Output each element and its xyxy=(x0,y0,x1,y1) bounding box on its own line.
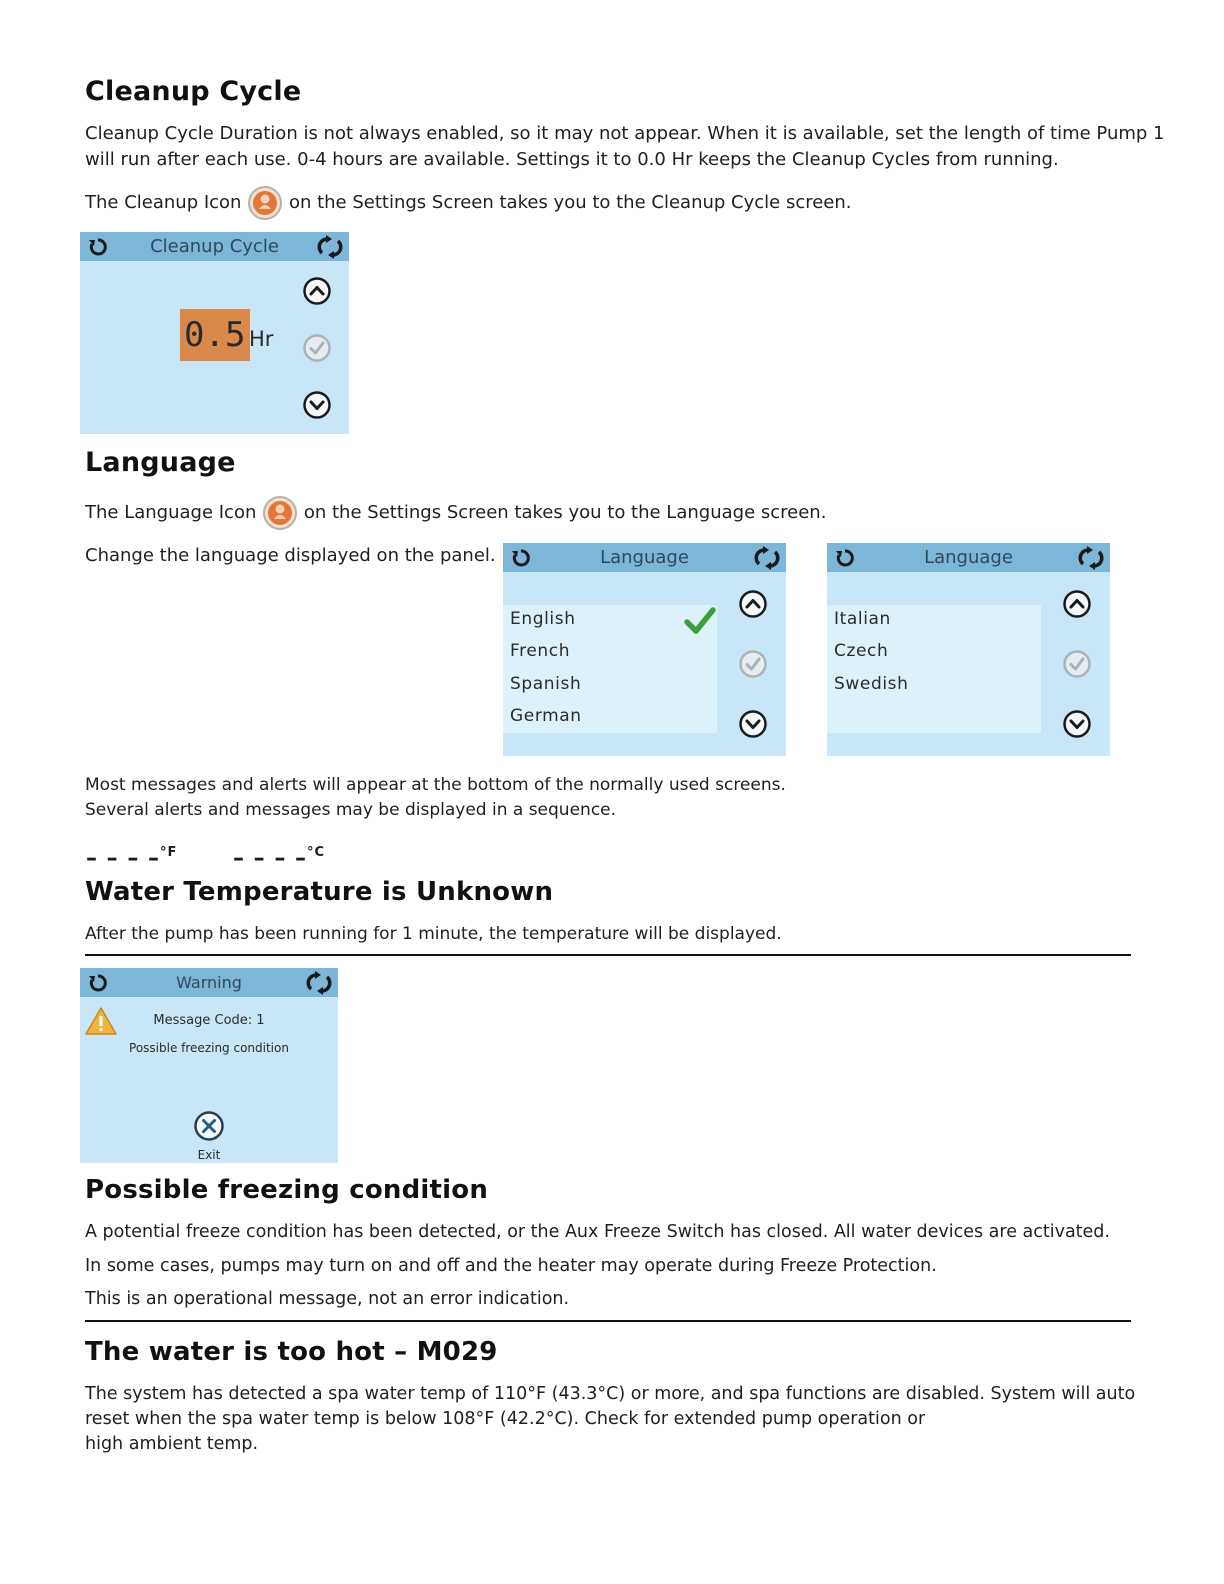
language-option-swedish[interactable]: Swedish xyxy=(834,674,909,694)
screen-title: Language xyxy=(600,547,689,568)
language-icon-sentence-end: on the Settings Screen takes you to the Language screen. xyxy=(303,502,827,523)
too-hot-text-line-2: reset when the spa water temp is below 108°F (42.2°C). Check for extended pump operation or xyxy=(85,1409,926,1429)
section-divider xyxy=(85,1320,1131,1322)
back-icon[interactable] xyxy=(835,548,855,568)
up-arrow-icon[interactable] xyxy=(1062,589,1092,619)
temp-dashes-f: – – – – xyxy=(86,846,160,871)
cleanup-description-line-1: Cleanup Cycle Duration is not always enabled, so it may not appear. When it is available, set the length of time Pump 1 xyxy=(85,123,1165,144)
language-heading: Language xyxy=(85,447,236,478)
down-arrow-icon[interactable] xyxy=(1062,709,1092,739)
cycle-icon[interactable] xyxy=(315,235,345,259)
title-bar xyxy=(827,543,1110,572)
language-option-italian[interactable]: Italian xyxy=(834,609,891,629)
too-hot-heading: The water is too hot – M029 xyxy=(85,1337,498,1367)
unknown-temp-celsius-display xyxy=(233,846,325,871)
cycle-icon[interactable] xyxy=(1076,546,1106,570)
freezing-text-line-2: In some cases, pumps may turn on and off and the heater may operate during Freeze Protection. xyxy=(85,1256,937,1276)
language-change-text: Change the language displayed on the panel. xyxy=(85,545,496,566)
message-code: Message Code: 1 xyxy=(153,1013,265,1028)
screen-title: Warning xyxy=(176,973,242,992)
screen-title: Cleanup Cycle xyxy=(150,236,279,257)
freezing-heading: Possible freezing condition xyxy=(85,1175,489,1205)
unit-fahrenheit: °F xyxy=(159,845,178,860)
too-hot-text-line-3: high ambient temp. xyxy=(85,1434,259,1454)
cleanup-icon xyxy=(247,185,283,221)
down-arrow-icon[interactable] xyxy=(738,709,768,739)
title-bar xyxy=(80,232,349,261)
cleanup-icon-sentence xyxy=(85,185,852,221)
language-list xyxy=(827,605,1041,733)
back-icon[interactable] xyxy=(511,548,531,568)
too-hot-text-line-1: The system has detected a spa water temp of 110°F (43.3°C) or more, and spa functions are disabled. System will auto xyxy=(85,1384,1136,1404)
language-screen-2 xyxy=(827,543,1110,756)
title-bar xyxy=(503,543,786,572)
cleanup-cycle-screen xyxy=(80,232,349,434)
cleanup-icon-sentence-start: The Cleanup Icon xyxy=(85,192,242,213)
warning-screen xyxy=(80,968,338,1163)
language-icon-sentence xyxy=(85,495,826,531)
cleanup-heading: Cleanup Cycle xyxy=(85,76,302,107)
up-arrow-icon[interactable] xyxy=(302,276,332,306)
exit-label[interactable]: Exit xyxy=(197,1148,221,1162)
cleanup-icon-sentence-end: on the Settings Screen takes you to the Cleanup Cycle screen. xyxy=(288,192,852,213)
exit-icon[interactable] xyxy=(193,1110,225,1142)
back-icon[interactable] xyxy=(88,237,108,257)
cycle-icon[interactable] xyxy=(752,546,782,570)
cleanup-duration-unit: Hr xyxy=(249,327,274,351)
section-divider xyxy=(85,954,1131,956)
back-icon[interactable] xyxy=(88,973,108,993)
title-bar xyxy=(80,968,338,997)
language-list xyxy=(503,605,717,733)
language-option-german[interactable]: German xyxy=(510,706,582,726)
language-option-spanish[interactable]: Spanish xyxy=(510,674,582,694)
language-screen-1 xyxy=(503,543,786,756)
temp-dashes-c: – – – – xyxy=(233,846,307,871)
freezing-text-line-1: A potential freeze condition has been detected, or the Aux Freeze Switch has closed. All water devices are activated. xyxy=(85,1222,1110,1242)
cleanup-description-line-2: will run after each use. 0-4 hours are available. Settings it to 0.0 Hr keeps the Cleanup Cycles from running. xyxy=(85,149,1059,170)
down-arrow-icon[interactable] xyxy=(302,390,332,420)
up-arrow-icon[interactable] xyxy=(738,589,768,619)
confirm-check-icon[interactable] xyxy=(1062,649,1092,679)
unknown-temp-text: After the pump has been running for 1 minute, the temperature will be displayed. xyxy=(85,924,782,944)
unknown-temp-heading: Water Temperature is Unknown xyxy=(85,877,554,907)
warning-message: Possible freezing condition xyxy=(129,1041,289,1055)
freezing-text-line-3: This is an operational message, not an error indication. xyxy=(85,1289,570,1309)
language-option-french[interactable]: French xyxy=(510,641,571,661)
language-option-english[interactable]: English xyxy=(510,609,576,629)
screen-title: Language xyxy=(924,547,1013,568)
selected-checkmark-icon xyxy=(683,606,717,636)
messages-intro-line-2: Several alerts and messages may be displayed in a sequence. xyxy=(85,800,617,820)
language-icon-sentence-start: The Language Icon xyxy=(85,502,257,523)
confirm-check-icon[interactable] xyxy=(302,333,332,363)
messages-intro-line-1: Most messages and alerts will appear at the bottom of the normally used screens. xyxy=(85,775,786,795)
cycle-icon[interactable] xyxy=(304,971,334,995)
language-option-czech[interactable]: Czech xyxy=(834,641,889,661)
confirm-check-icon[interactable] xyxy=(738,649,768,679)
unit-celsius: °C xyxy=(306,845,326,860)
cleanup-duration-value[interactable]: 0.5 xyxy=(184,315,246,355)
language-icon xyxy=(262,495,298,531)
unknown-temp-fahrenheit-display xyxy=(86,846,177,871)
